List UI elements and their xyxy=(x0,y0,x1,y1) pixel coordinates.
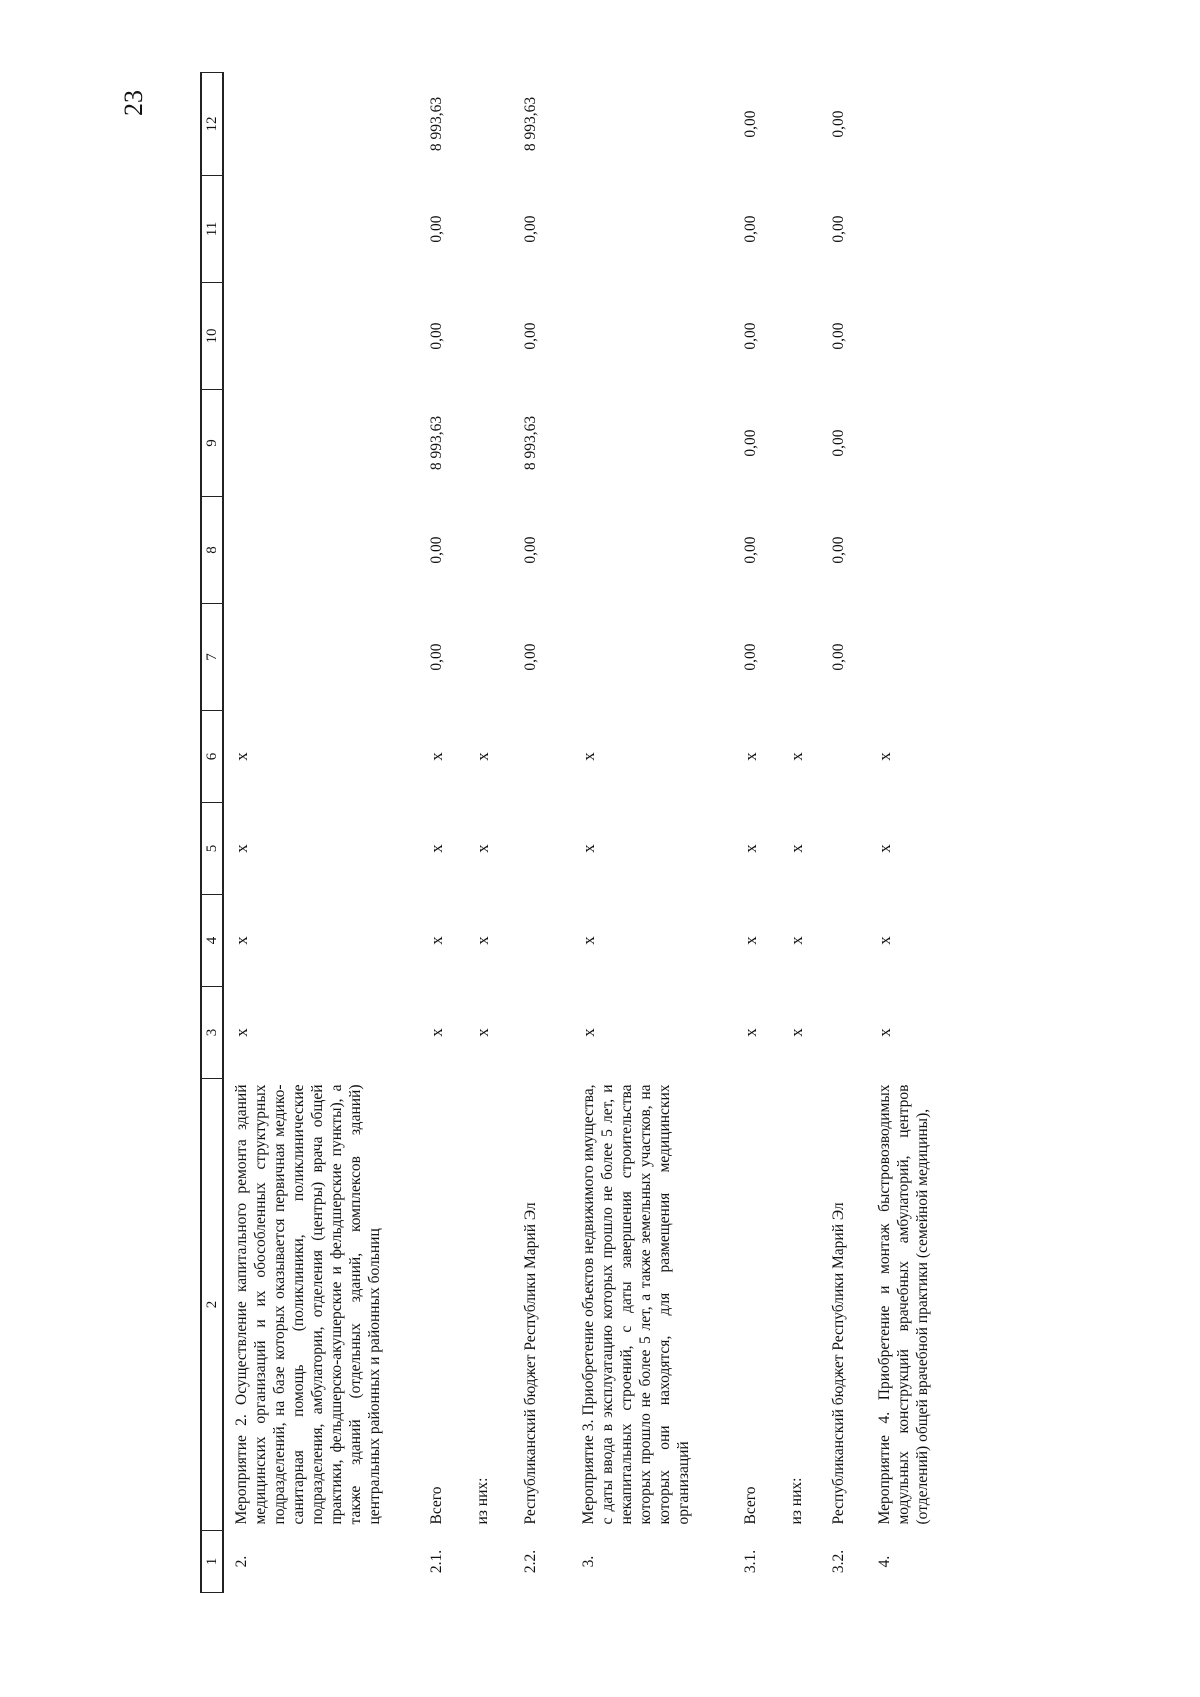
row-number-cell: 4. xyxy=(876,1555,893,1568)
column-3-cell: x xyxy=(473,1028,492,1037)
column-header-5: 5 xyxy=(201,803,223,895)
column-6-cell: x xyxy=(787,752,806,761)
column-3-cell: x xyxy=(232,1028,251,1037)
column-header-9: 9 xyxy=(201,390,223,497)
column-header-12: 12 xyxy=(201,73,223,176)
row-number-cell: 2. xyxy=(233,1555,250,1568)
description-cell: из них: xyxy=(788,1477,805,1525)
row-number-cell: 3.1. xyxy=(742,1549,759,1574)
column-12-value-cell xyxy=(867,73,938,176)
table-row xyxy=(779,73,821,1593)
column-4-cell: x xyxy=(427,936,446,945)
column-3-cell: x xyxy=(741,1028,760,1037)
funding-table xyxy=(200,72,938,1593)
column-10-value-cell xyxy=(465,283,513,390)
column-8-value-cell xyxy=(867,497,938,604)
column-11-value-cell: 0,00 xyxy=(428,215,445,243)
description-cell: Мероприятие 2. Осуществление капитального ремонта зданий медицинских организаций и их обособленных структурных подразделений, на базе которых оказывается первичная медико-санитарная помощь (поликлиники, поликлинические подразделения, амбулатории, отделения (центры) врача общей практики, фельдшерско-акушерские и фельдшерские пункты), а также зданий (отдельных зданий, комплексов зданий) центральных районных и районных больниц xyxy=(233,1084,383,1525)
column-3-cell: x xyxy=(875,1028,894,1037)
column-11-value-cell xyxy=(571,176,733,283)
column-12-value-cell: 0,00 xyxy=(742,110,759,138)
row-number-cell: 2.1. xyxy=(428,1549,445,1574)
column-9-value-cell: 8 993,63 xyxy=(522,415,539,471)
table-body xyxy=(223,73,938,1593)
column-3-cell: x xyxy=(427,1028,446,1037)
column-9-value-cell xyxy=(779,390,821,497)
description-cell: Республиканский бюджет Республики Марий Эл xyxy=(522,1202,539,1525)
column-9-value-cell xyxy=(571,390,733,497)
column-3-cell xyxy=(821,987,867,1079)
column-5-cell: x xyxy=(232,844,251,853)
column-11-value-cell xyxy=(779,176,821,283)
column-4-cell: x xyxy=(741,936,760,945)
column-5-cell: x xyxy=(473,844,492,853)
row-number-cell xyxy=(779,1531,821,1593)
column-7-value-cell xyxy=(779,604,821,711)
description-cell: Мероприятие 4. Приобретение и монтаж быстровозводимых модульных конструкций врачебных амбулаторий, центров (отделений) общей врачебной практики (семейной медицины), xyxy=(876,1084,931,1525)
column-12-value-cell: 8 993,63 xyxy=(428,96,445,152)
table-row xyxy=(571,73,733,1593)
row-number-cell: 3.2. xyxy=(830,1549,847,1574)
column-header-4: 4 xyxy=(201,895,223,987)
column-10-value-cell: 0,00 xyxy=(830,322,847,350)
rotated-table-container xyxy=(200,73,980,1593)
column-5-cell: x xyxy=(427,844,446,853)
column-12-value-cell xyxy=(223,73,419,176)
column-4-cell: x xyxy=(473,936,492,945)
column-12-value-cell xyxy=(779,73,821,176)
column-4-cell xyxy=(513,895,571,987)
column-10-value-cell: 0,00 xyxy=(522,322,539,350)
column-9-value-cell: 0,00 xyxy=(830,429,847,457)
column-3-cell xyxy=(513,987,571,1079)
column-header-1: 1 xyxy=(201,1531,223,1593)
column-11-value-cell xyxy=(867,176,938,283)
table-row xyxy=(465,73,513,1593)
column-4-cell xyxy=(821,895,867,987)
column-10-value-cell xyxy=(571,283,733,390)
column-7-value-cell: 0,00 xyxy=(428,643,445,671)
column-9-value-cell xyxy=(867,390,938,497)
column-10-value-cell: 0,00 xyxy=(742,322,759,350)
column-5-cell xyxy=(513,803,571,895)
row-number-cell: 3. xyxy=(580,1555,597,1568)
column-12-value-cell xyxy=(571,73,733,176)
column-header-7: 7 xyxy=(201,604,223,711)
column-8-value-cell: 0,00 xyxy=(428,536,445,564)
column-12-value-cell xyxy=(465,73,513,176)
column-11-value-cell: 0,00 xyxy=(522,215,539,243)
column-6-cell: x xyxy=(473,752,492,761)
column-9-value-cell xyxy=(465,390,513,497)
description-cell: Всего xyxy=(428,1486,445,1525)
column-5-cell: x xyxy=(875,844,894,853)
column-10-value-cell xyxy=(223,283,419,390)
column-11-value-cell: 0,00 xyxy=(742,215,759,243)
row-number-cell: 2.2. xyxy=(522,1549,539,1574)
column-4-cell: x xyxy=(875,936,894,945)
column-8-value-cell: 0,00 xyxy=(522,536,539,564)
column-4-cell: x xyxy=(232,936,251,945)
description-cell: из них: xyxy=(474,1477,491,1525)
column-5-cell xyxy=(821,803,867,895)
description-cell: Республиканский бюджет Республики Марий Эл xyxy=(830,1202,847,1525)
column-7-value-cell: 0,00 xyxy=(522,643,539,671)
column-8-value-cell xyxy=(779,497,821,604)
column-10-value-cell xyxy=(867,283,938,390)
column-12-value-cell: 0,00 xyxy=(830,110,847,138)
column-4-cell: x xyxy=(579,936,598,945)
column-9-value-cell xyxy=(223,390,419,497)
column-6-cell xyxy=(513,711,571,803)
column-header-10: 10 xyxy=(201,283,223,390)
column-12-value-cell: 8 993,63 xyxy=(522,96,539,152)
column-8-value-cell xyxy=(223,497,419,604)
column-header-11: 11 xyxy=(201,176,223,283)
column-7-value-cell xyxy=(465,604,513,711)
column-header-8: 8 xyxy=(201,497,223,604)
column-5-cell: x xyxy=(787,844,806,853)
column-4-cell: x xyxy=(787,936,806,945)
column-10-value-cell: 0,00 xyxy=(428,322,445,350)
column-7-value-cell xyxy=(571,604,733,711)
table-row xyxy=(867,73,938,1593)
column-header-2: 2 xyxy=(201,1079,223,1531)
column-header-6: 6 xyxy=(201,711,223,803)
table-row xyxy=(821,73,867,1593)
column-7-value-cell: 0,00 xyxy=(830,643,847,671)
column-8-value-cell xyxy=(465,497,513,604)
column-11-value-cell xyxy=(223,176,419,283)
column-9-value-cell: 0,00 xyxy=(742,429,759,457)
column-3-cell: x xyxy=(579,1028,598,1037)
column-7-value-cell xyxy=(223,604,419,711)
description-cell: Всего xyxy=(742,1486,759,1525)
column-8-value-cell: 0,00 xyxy=(742,536,759,564)
row-number-cell xyxy=(465,1531,513,1593)
description-cell: Мероприятие 3. Приобретение объектов недвижимого имущества, с даты ввода в эксплуатацию которых прошло не более 5 лет, и некапитальных строений, с даты завершения строительства которых прошло не более 5 лет, а также земельных участков, на которых они находятся, для размещения медицинских организаций xyxy=(580,1084,692,1525)
column-6-cell: x xyxy=(875,752,894,761)
header-row xyxy=(201,73,223,1593)
table-row xyxy=(733,73,779,1593)
column-6-cell: x xyxy=(232,752,251,761)
column-5-cell: x xyxy=(741,844,760,853)
column-3-cell: x xyxy=(787,1028,806,1037)
column-11-value-cell: 0,00 xyxy=(830,215,847,243)
column-8-value-cell: 0,00 xyxy=(830,536,847,564)
page-number: 23 xyxy=(119,90,148,116)
column-6-cell: x xyxy=(579,752,598,761)
column-7-value-cell xyxy=(867,604,938,711)
column-6-cell: x xyxy=(427,752,446,761)
column-5-cell: x xyxy=(579,844,598,853)
column-header-3: 3 xyxy=(201,987,223,1079)
column-9-value-cell: 8 993,63 xyxy=(428,415,445,471)
column-11-value-cell xyxy=(465,176,513,283)
table-row xyxy=(419,73,465,1593)
column-8-value-cell xyxy=(571,497,733,604)
column-10-value-cell xyxy=(779,283,821,390)
column-6-cell xyxy=(821,711,867,803)
column-6-cell: x xyxy=(741,752,760,761)
table-row xyxy=(513,73,571,1593)
table-row xyxy=(223,73,419,1593)
column-7-value-cell: 0,00 xyxy=(742,643,759,671)
